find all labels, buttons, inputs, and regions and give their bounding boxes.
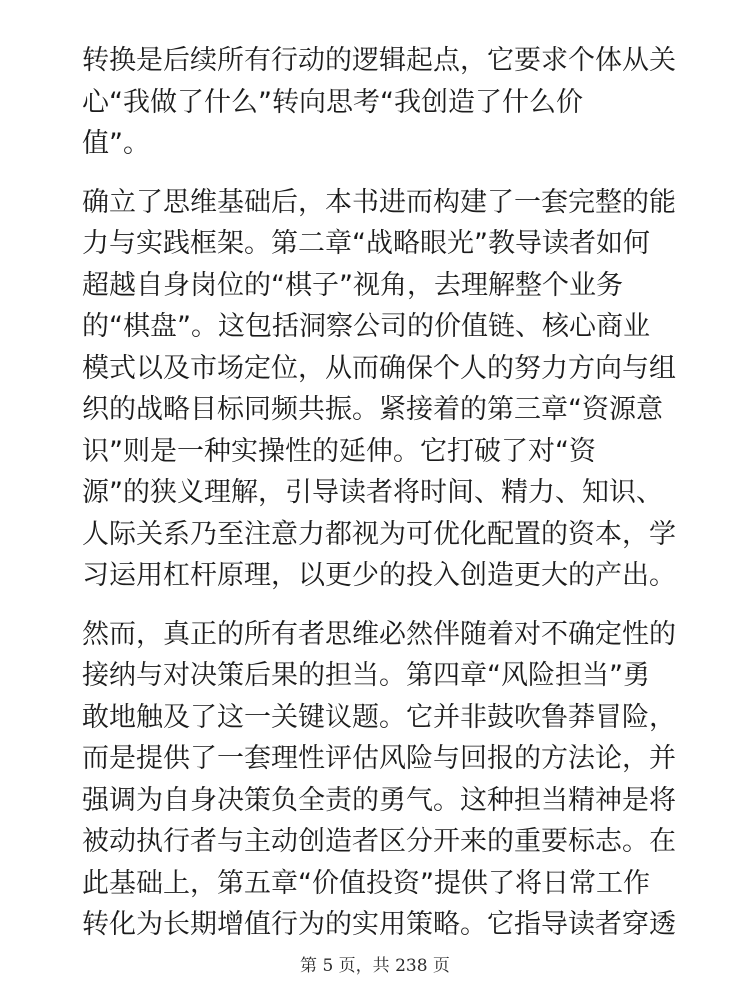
text-line: 力与实践框架。第二章“战略眼光”教导读者如何 bbox=[82, 228, 650, 259]
text-line: 此基础上，第五章“价值投资”提供了将日常工作 bbox=[82, 867, 650, 899]
text-line: 心“我做了什么”转向思考“我创造了什么价 bbox=[82, 86, 583, 118]
text-line: 确立了思维基础后，本书进而构建了一套完整的能 bbox=[82, 186, 676, 218]
text-line: 而是提供了一套理性评估风险与回报的方法论，并 bbox=[82, 743, 676, 774]
paragraph-2 bbox=[82, 182, 682, 597]
text-line: 模式以及市场定位，从而确保个人的努力方向与组 bbox=[82, 352, 676, 384]
text-line: 值”。 bbox=[82, 128, 150, 159]
text-line: 敢地触及了这一关键议题。它并非鼓吹鲁莽冒险， bbox=[82, 701, 676, 733]
text-line: 然而，真正的所有者思维必然伴随着对不确定性的 bbox=[82, 618, 676, 650]
text-line: 强调为自身决策负全责的勇气。这种担当精神是将 bbox=[82, 784, 676, 816]
text-line: 的“棋盘”。这包括洞察公司的价值链、核心商业 bbox=[82, 311, 650, 342]
text-line: 被动执行者与主动创造者区分开来的重要标志。在 bbox=[82, 826, 676, 857]
text-line: 接纳与对决策后果的担当。第四章“风险担当”勇 bbox=[82, 660, 650, 691]
paragraph-3 bbox=[82, 614, 682, 946]
text-line: 习运用杠杆原理，以更少的投入创造更大的产出。 bbox=[82, 560, 676, 591]
text-line: 转化为长期增值行为的实用策略。它指导读者穿透 bbox=[82, 909, 676, 940]
text-line: 转换是后续所有行动的逻辑起点，它要求个体从关 bbox=[82, 45, 676, 76]
text-line: 源”的狭义理解，引导读者将时间、精力、知识、 bbox=[82, 477, 663, 508]
page-number: 第 5 页，共 238 页 bbox=[300, 956, 450, 976]
paragraph-1 bbox=[82, 40, 682, 165]
text-line: 织的战略目标同频共振。紧接着的第三章“资源意 bbox=[82, 394, 663, 425]
text-line: 超越自身岗位的“棋子”视角，去理解整个业务 bbox=[82, 269, 623, 301]
body-text bbox=[82, 40, 682, 963]
text-line: 识”则是一种实操性的延伸。它打破了对“资 bbox=[82, 435, 596, 467]
text-line: 人际关系乃至注意力都视为可优化配置的资本，学 bbox=[82, 518, 676, 550]
